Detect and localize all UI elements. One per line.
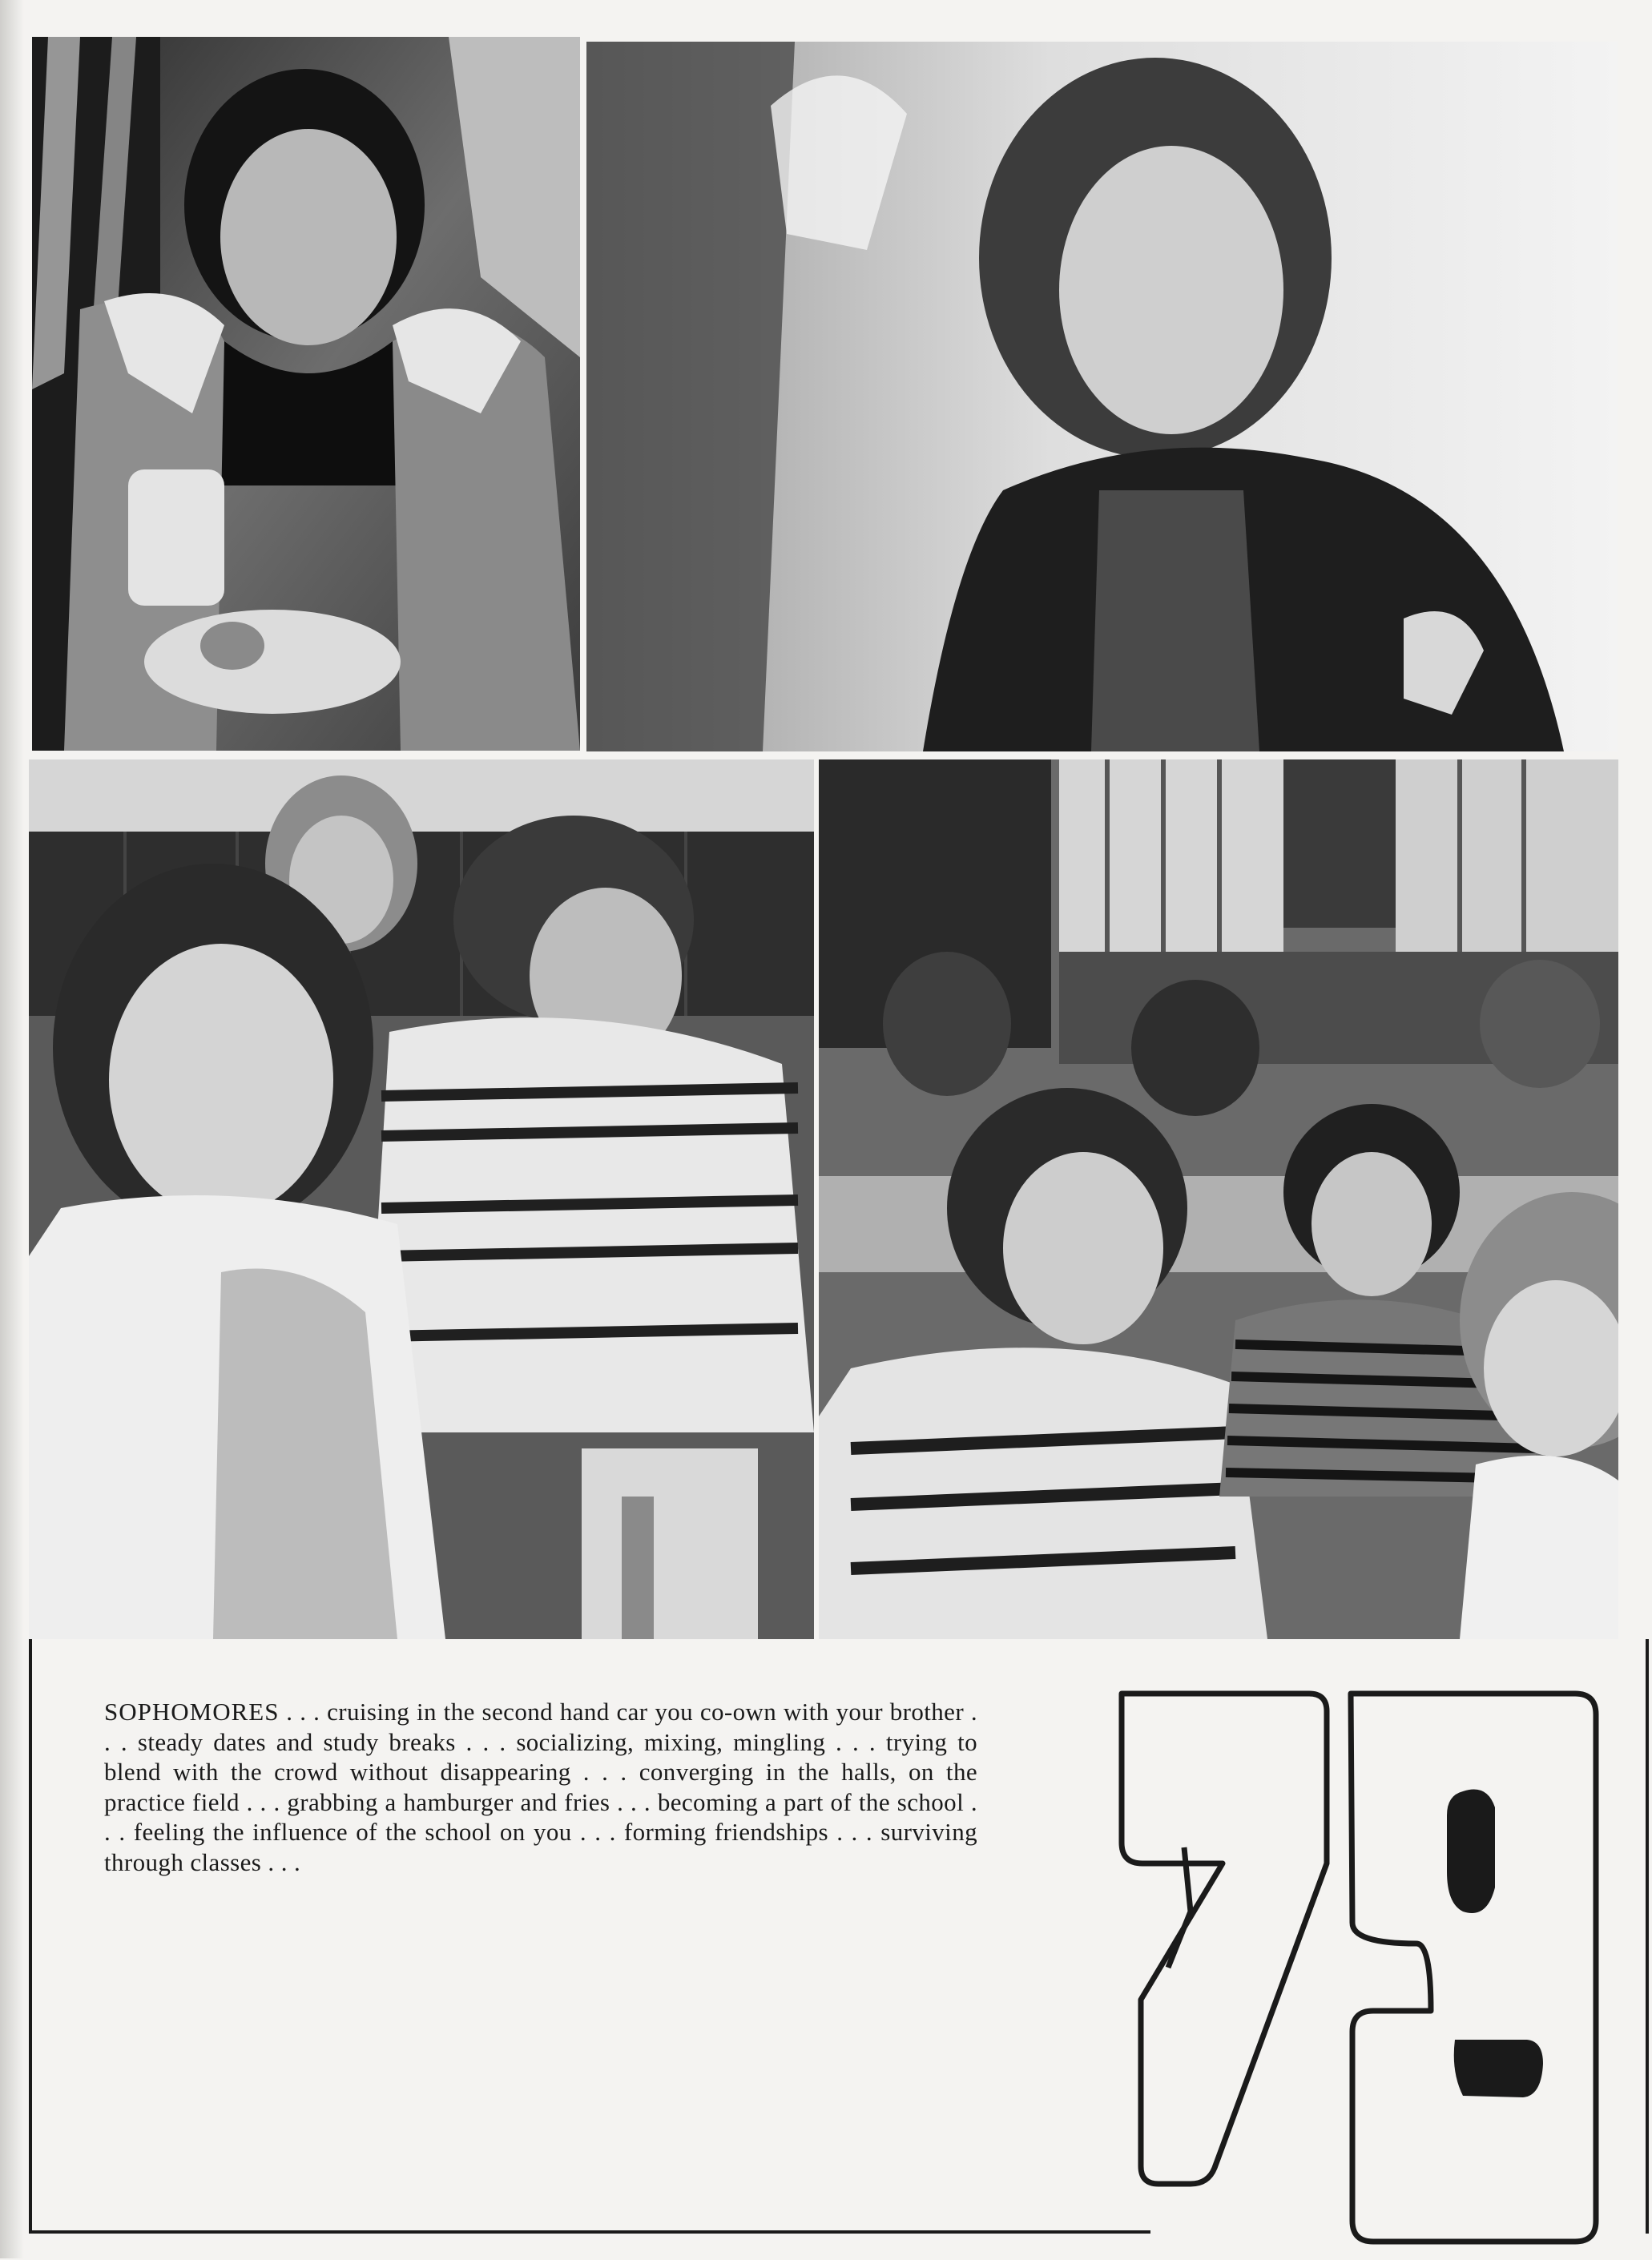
photo-smiling-boy-with-cup	[32, 37, 580, 751]
photo-students-at-desk	[29, 759, 814, 1639]
sophomores-caption	[104, 1697, 977, 1877]
caption-frame-left-rule	[29, 1639, 32, 2234]
photo-classroom	[819, 759, 1618, 1639]
photo-girl-portrait	[586, 42, 1618, 751]
year-79-outline	[1110, 1679, 1607, 2256]
caption-body: . . . cruising in the second hand car you co-own with your brother . . . steady dates and study breaks . . . socializing, mixing, mingling . . . trying to blend with the crowd without disappearing . . . converging in the halls, on the practice field . . . grabbing a hamburger and fries . . . becoming a part of the school . . . feeling the influence of the school on you . . . forming friendships . . . surviving through classes . . .	[104, 1698, 977, 1876]
year-79-graphic	[1110, 1679, 1607, 2256]
page-gutter-shadow	[0, 0, 24, 2258]
caption-lead: SOPHOMORES	[104, 1698, 280, 1726]
caption-frame-bottom-rule	[29, 2230, 1150, 2234]
caption-frame-right-rule	[1646, 1639, 1649, 2234]
